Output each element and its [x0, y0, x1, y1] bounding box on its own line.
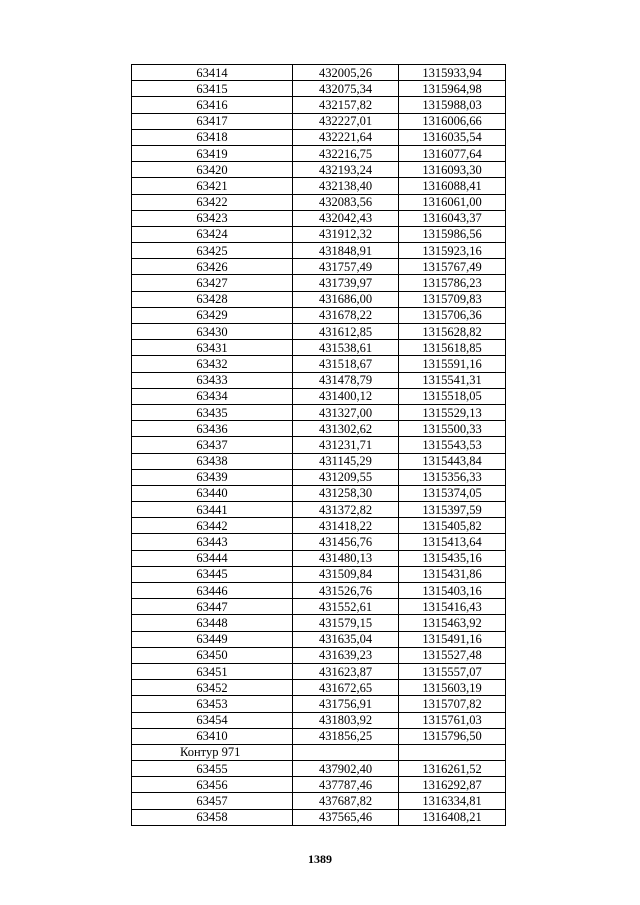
y-coordinate-cell: 1315403,16 [399, 583, 506, 599]
x-coordinate-cell: 431209,55 [293, 469, 399, 485]
x-coordinate-cell: 431757,49 [293, 259, 399, 275]
table-row [132, 566, 506, 582]
point-number-cell: 63417 [132, 113, 293, 129]
y-coordinate-cell: 1315706,36 [399, 307, 506, 323]
table-row [132, 65, 506, 81]
x-coordinate-cell: 431678,22 [293, 307, 399, 323]
point-number-cell: 63418 [132, 129, 293, 145]
point-number-cell: 63443 [132, 534, 293, 550]
x-coordinate-cell: 431231,71 [293, 437, 399, 453]
point-number-cell: 63448 [132, 615, 293, 631]
coordinates-table [131, 64, 506, 826]
point-number-cell: 63447 [132, 599, 293, 615]
point-number-cell: 63415 [132, 81, 293, 97]
table-row [132, 81, 506, 97]
point-number-cell: 63433 [132, 372, 293, 388]
point-number-cell: 63410 [132, 728, 293, 744]
x-coordinate-cell: 432083,56 [293, 194, 399, 210]
y-coordinate-cell: 1315397,59 [399, 502, 506, 518]
table-row [132, 631, 506, 647]
table-row [132, 437, 506, 453]
table-row [132, 453, 506, 469]
y-coordinate-cell: 1315986,56 [399, 226, 506, 242]
point-number-cell: 63446 [132, 583, 293, 599]
table-row [132, 793, 506, 809]
y-coordinate-cell: 1315964,98 [399, 81, 506, 97]
table-row [132, 194, 506, 210]
x-coordinate-cell: 431635,04 [293, 631, 399, 647]
point-number-cell: 63425 [132, 243, 293, 259]
table-row [132, 243, 506, 259]
y-coordinate-cell: 1316035,54 [399, 129, 506, 145]
table-row [132, 469, 506, 485]
point-number-cell: 63430 [132, 324, 293, 340]
table-row [132, 210, 506, 226]
x-coordinate-cell: 431856,25 [293, 728, 399, 744]
table-row [132, 696, 506, 712]
y-coordinate-cell: 1316043,37 [399, 210, 506, 226]
y-coordinate-cell: 1315416,43 [399, 599, 506, 615]
point-number-cell: 63445 [132, 566, 293, 582]
x-coordinate-cell: 431302,62 [293, 421, 399, 437]
x-coordinate-cell: 431912,32 [293, 226, 399, 242]
x-coordinate-cell: 431848,91 [293, 243, 399, 259]
y-coordinate-cell: 1316077,64 [399, 145, 506, 161]
x-coordinate-cell: 431509,84 [293, 566, 399, 582]
point-number-cell: 63427 [132, 275, 293, 291]
y-coordinate-cell: 1315529,13 [399, 404, 506, 420]
point-number-cell: 63420 [132, 162, 293, 178]
page-number: 1389 [308, 852, 332, 866]
y-coordinate-cell: 1315500,33 [399, 421, 506, 437]
y-coordinate-cell: 1315527,48 [399, 647, 506, 663]
point-number-cell: 63431 [132, 340, 293, 356]
contour-label: Контур 971 [132, 744, 293, 760]
x-coordinate-cell: 431400,12 [293, 388, 399, 404]
x-coordinate-cell: 431372,82 [293, 502, 399, 518]
y-coordinate-cell: 1315933,94 [399, 65, 506, 81]
point-number-cell: 63436 [132, 421, 293, 437]
x-coordinate-cell: 431418,22 [293, 518, 399, 534]
table-row [132, 550, 506, 566]
y-coordinate-cell: 1316061,00 [399, 194, 506, 210]
x-coordinate-cell: 432227,01 [293, 113, 399, 129]
y-coordinate-cell: 1315786,23 [399, 275, 506, 291]
y-coordinate-cell: 1315356,33 [399, 469, 506, 485]
y-coordinate-cell: 1315761,03 [399, 712, 506, 728]
y-coordinate-cell: 1315796,50 [399, 728, 506, 744]
x-coordinate-cell: 437787,46 [293, 777, 399, 793]
x-coordinate-cell: 432005,26 [293, 65, 399, 81]
x-coordinate-cell: 437565,46 [293, 809, 399, 825]
point-number-cell: 63456 [132, 777, 293, 793]
point-number-cell: 63453 [132, 696, 293, 712]
point-number-cell: 63458 [132, 809, 293, 825]
y-coordinate-cell: 1315709,83 [399, 291, 506, 307]
point-number-cell: 63429 [132, 307, 293, 323]
point-number-cell: 63414 [132, 65, 293, 81]
table-row [132, 388, 506, 404]
table-row [132, 97, 506, 113]
table-row [132, 356, 506, 372]
table-row [132, 307, 506, 323]
table-row [132, 761, 506, 777]
point-number-cell: 63442 [132, 518, 293, 534]
table-row [132, 663, 506, 679]
x-coordinate-cell: 431639,23 [293, 647, 399, 663]
table-row [132, 615, 506, 631]
table-row [132, 502, 506, 518]
y-coordinate-cell: 1315591,16 [399, 356, 506, 372]
x-coordinate-cell: 432193,24 [293, 162, 399, 178]
x-coordinate-cell: 431579,15 [293, 615, 399, 631]
point-number-cell: 63450 [132, 647, 293, 663]
x-coordinate-cell: 432221,64 [293, 129, 399, 145]
point-number-cell: 63438 [132, 453, 293, 469]
table-row [132, 324, 506, 340]
table-row [132, 145, 506, 161]
table-row [132, 162, 506, 178]
point-number-cell: 63426 [132, 259, 293, 275]
y-coordinate-cell: 1316292,87 [399, 777, 506, 793]
table-row [132, 518, 506, 534]
point-number-cell: 63455 [132, 761, 293, 777]
table-row [132, 485, 506, 501]
table-row [132, 275, 506, 291]
x-coordinate-cell: 431518,67 [293, 356, 399, 372]
x-coordinate-cell: 431538,61 [293, 340, 399, 356]
point-number-cell: 63432 [132, 356, 293, 372]
point-number-cell: 63419 [132, 145, 293, 161]
table-row [132, 372, 506, 388]
x-coordinate-cell: 437687,82 [293, 793, 399, 809]
x-coordinate-cell: 431623,87 [293, 663, 399, 679]
point-number-cell: 63440 [132, 485, 293, 501]
x-coordinate-cell: 431480,13 [293, 550, 399, 566]
point-number-cell: 63421 [132, 178, 293, 194]
x-coordinate-cell: 432157,82 [293, 97, 399, 113]
y-coordinate-cell: 1316334,81 [399, 793, 506, 809]
y-coordinate-cell: 1315443,84 [399, 453, 506, 469]
x-coordinate-cell: 431756,91 [293, 696, 399, 712]
x-coordinate-cell: 431739,97 [293, 275, 399, 291]
y-coordinate-cell: 1315463,92 [399, 615, 506, 631]
table-row [132, 534, 506, 550]
point-number-cell: 63422 [132, 194, 293, 210]
empty-cell [293, 744, 399, 760]
point-number-cell: 63444 [132, 550, 293, 566]
table-row [132, 647, 506, 663]
point-number-cell: 63452 [132, 680, 293, 696]
x-coordinate-cell: 431672,65 [293, 680, 399, 696]
x-coordinate-cell: 432075,34 [293, 81, 399, 97]
point-number-cell: 63437 [132, 437, 293, 453]
table-row [132, 178, 506, 194]
point-number-cell: 63435 [132, 404, 293, 420]
coordinates-table-body [132, 65, 506, 826]
x-coordinate-cell: 431552,61 [293, 599, 399, 615]
x-coordinate-cell: 431686,00 [293, 291, 399, 307]
y-coordinate-cell: 1316408,21 [399, 809, 506, 825]
point-number-cell: 63434 [132, 388, 293, 404]
point-number-cell: 63457 [132, 793, 293, 809]
x-coordinate-cell: 431478,79 [293, 372, 399, 388]
point-number-cell: 63451 [132, 663, 293, 679]
x-coordinate-cell: 431258,30 [293, 485, 399, 501]
y-coordinate-cell: 1315413,64 [399, 534, 506, 550]
table-row [132, 809, 506, 825]
x-coordinate-cell: 431145,29 [293, 453, 399, 469]
y-coordinate-cell: 1315767,49 [399, 259, 506, 275]
x-coordinate-cell: 431456,76 [293, 534, 399, 550]
table-row [132, 129, 506, 145]
point-number-cell: 63449 [132, 631, 293, 647]
point-number-cell: 63424 [132, 226, 293, 242]
x-coordinate-cell: 432042,43 [293, 210, 399, 226]
y-coordinate-cell: 1315405,82 [399, 518, 506, 534]
table-row [132, 599, 506, 615]
table-row [132, 680, 506, 696]
y-coordinate-cell: 1315431,86 [399, 566, 506, 582]
y-coordinate-cell: 1315541,31 [399, 372, 506, 388]
point-number-cell: 63439 [132, 469, 293, 485]
y-coordinate-cell: 1315707,82 [399, 696, 506, 712]
point-number-cell: 63454 [132, 712, 293, 728]
table-row [132, 340, 506, 356]
point-number-cell: 63441 [132, 502, 293, 518]
x-coordinate-cell: 431526,76 [293, 583, 399, 599]
point-number-cell: 63423 [132, 210, 293, 226]
y-coordinate-cell: 1315603,19 [399, 680, 506, 696]
x-coordinate-cell: 432138,40 [293, 178, 399, 194]
y-coordinate-cell: 1315628,82 [399, 324, 506, 340]
y-coordinate-cell: 1315618,85 [399, 340, 506, 356]
y-coordinate-cell: 1315374,05 [399, 485, 506, 501]
y-coordinate-cell: 1315923,16 [399, 243, 506, 259]
table-row [132, 777, 506, 793]
y-coordinate-cell: 1315518,05 [399, 388, 506, 404]
y-coordinate-cell: 1315988,03 [399, 97, 506, 113]
table-row [132, 113, 506, 129]
x-coordinate-cell: 431327,00 [293, 404, 399, 420]
table-row [132, 583, 506, 599]
y-coordinate-cell: 1315543,53 [399, 437, 506, 453]
table-row [132, 728, 506, 744]
table-row [132, 404, 506, 420]
table-row [132, 291, 506, 307]
table-row [132, 421, 506, 437]
x-coordinate-cell: 437902,40 [293, 761, 399, 777]
table-row [132, 226, 506, 242]
y-coordinate-cell: 1316261,52 [399, 761, 506, 777]
point-number-cell: 63416 [132, 97, 293, 113]
point-number-cell: 63428 [132, 291, 293, 307]
x-coordinate-cell: 432216,75 [293, 145, 399, 161]
x-coordinate-cell: 431803,92 [293, 712, 399, 728]
table-row [132, 712, 506, 728]
y-coordinate-cell: 1315557,07 [399, 663, 506, 679]
y-coordinate-cell: 1316088,41 [399, 178, 506, 194]
y-coordinate-cell: 1315491,16 [399, 631, 506, 647]
y-coordinate-cell: 1316093,30 [399, 162, 506, 178]
y-coordinate-cell: 1316006,66 [399, 113, 506, 129]
y-coordinate-cell: 1315435,16 [399, 550, 506, 566]
x-coordinate-cell: 431612,85 [293, 324, 399, 340]
contour-header-row [132, 744, 506, 760]
table-row [132, 259, 506, 275]
empty-cell [399, 744, 506, 760]
